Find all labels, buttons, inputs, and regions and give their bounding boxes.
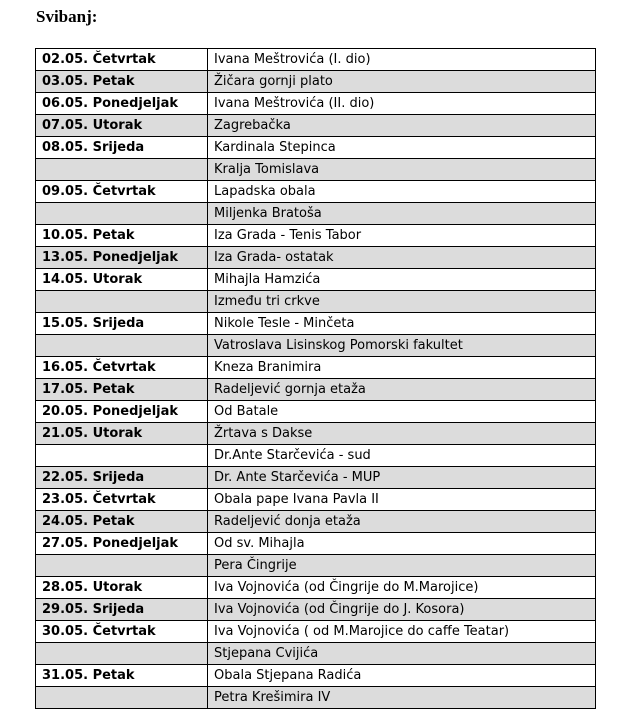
street-cell: Između tri crkve [208, 291, 596, 313]
date-cell [36, 335, 208, 357]
street-cell: Pera Čingrije [208, 555, 596, 577]
street-cell: Ivana Meštrovića (II. dio) [208, 93, 596, 115]
date-cell: 23.05. Četvrtak [36, 489, 208, 511]
table-row [36, 203, 596, 225]
street-cell: Radeljević donja etaža [208, 511, 596, 533]
table-row [36, 181, 596, 203]
date-cell: 03.05. Petak [36, 71, 208, 93]
street-cell: Dr. Ante Starčevića - MUP [208, 467, 596, 489]
date-cell: 29.05. Srijeda [36, 599, 208, 621]
street-cell: Zagrebačka [208, 115, 596, 137]
street-cell: Kralja Tomislava [208, 159, 596, 181]
date-cell: 30.05. Četvrtak [36, 621, 208, 643]
date-cell: 20.05. Ponedjeljak [36, 401, 208, 423]
table-row [36, 511, 596, 533]
date-cell: 15.05. Srijeda [36, 313, 208, 335]
date-cell [36, 687, 208, 709]
table-row [36, 445, 596, 467]
schedule-table [35, 48, 596, 709]
date-cell: 06.05. Ponedjeljak [36, 93, 208, 115]
street-cell: Mihajla Hamzića [208, 269, 596, 291]
schedule-table-body [36, 49, 596, 709]
date-cell: 17.05. Petak [36, 379, 208, 401]
date-cell: 31.05. Petak [36, 665, 208, 687]
date-cell: 22.05. Srijeda [36, 467, 208, 489]
table-row [36, 335, 596, 357]
date-cell: 14.05. Utorak [36, 269, 208, 291]
table-row [36, 137, 596, 159]
date-cell [36, 159, 208, 181]
date-cell [36, 643, 208, 665]
page-heading: Svibanj: [36, 7, 98, 26]
street-cell: Iva Vojnovića (od Čingrije do M.Marojice) [208, 577, 596, 599]
date-cell: 07.05. Utorak [36, 115, 208, 137]
street-cell: Lapadska obala [208, 181, 596, 203]
date-cell: 27.05. Ponedjeljak [36, 533, 208, 555]
table-row [36, 357, 596, 379]
street-cell: Žrtava s Dakse [208, 423, 596, 445]
table-row [36, 93, 596, 115]
street-cell: Iva Vojnovića ( od M.Marojice do caffe Teatar) [208, 621, 596, 643]
date-cell [36, 445, 208, 467]
street-cell: Iza Grada- ostatak [208, 247, 596, 269]
table-row [36, 467, 596, 489]
street-cell: Žičara gornji plato [208, 71, 596, 93]
table-row [36, 401, 596, 423]
table-row [36, 49, 596, 71]
table-row [36, 577, 596, 599]
table-row [36, 269, 596, 291]
table-row [36, 643, 596, 665]
date-cell: 28.05. Utorak [36, 577, 208, 599]
table-row [36, 599, 596, 621]
date-cell [36, 291, 208, 313]
street-cell: Kardinala Stepinca [208, 137, 596, 159]
date-cell: 21.05. Utorak [36, 423, 208, 445]
date-cell: 24.05. Petak [36, 511, 208, 533]
table-row [36, 533, 596, 555]
street-cell: Od sv. Mihajla [208, 533, 596, 555]
table-row [36, 291, 596, 313]
table-row [36, 621, 596, 643]
date-cell: 10.05. Petak [36, 225, 208, 247]
table-row [36, 313, 596, 335]
table-row [36, 665, 596, 687]
table-row [36, 225, 596, 247]
date-cell: 09.05. Četvrtak [36, 181, 208, 203]
street-cell: Petra Krešimira IV [208, 687, 596, 709]
table-row [36, 555, 596, 577]
street-cell: Ivana Meštrovića (I. dio) [208, 49, 596, 71]
table-row [36, 379, 596, 401]
date-cell: 16.05. Četvrtak [36, 357, 208, 379]
street-cell: Vatroslava Lisinskog Pomorski fakultet [208, 335, 596, 357]
street-cell: Iva Vojnovića (od Čingrije do J. Kosora) [208, 599, 596, 621]
date-cell: 02.05. Četvrtak [36, 49, 208, 71]
street-cell: Obala Stjepana Radića [208, 665, 596, 687]
table-row [36, 247, 596, 269]
street-cell: Nikole Tesle - Minčeta [208, 313, 596, 335]
street-cell: Miljenka Bratoša [208, 203, 596, 225]
street-cell: Dr.Ante Starčevića - sud [208, 445, 596, 467]
date-cell [36, 555, 208, 577]
street-cell: Obala pape Ivana Pavla II [208, 489, 596, 511]
table-row [36, 423, 596, 445]
table-row [36, 489, 596, 511]
table-row [36, 687, 596, 709]
table-row [36, 159, 596, 181]
date-cell: 13.05. Ponedjeljak [36, 247, 208, 269]
street-cell: Stjepana Cvijića [208, 643, 596, 665]
street-cell: Radeljević gornja etaža [208, 379, 596, 401]
street-cell: Kneza Branimira [208, 357, 596, 379]
date-cell [36, 203, 208, 225]
table-row [36, 115, 596, 137]
table-row [36, 71, 596, 93]
street-cell: Od Batale [208, 401, 596, 423]
street-cell: Iza Grada - Tenis Tabor [208, 225, 596, 247]
date-cell: 08.05. Srijeda [36, 137, 208, 159]
